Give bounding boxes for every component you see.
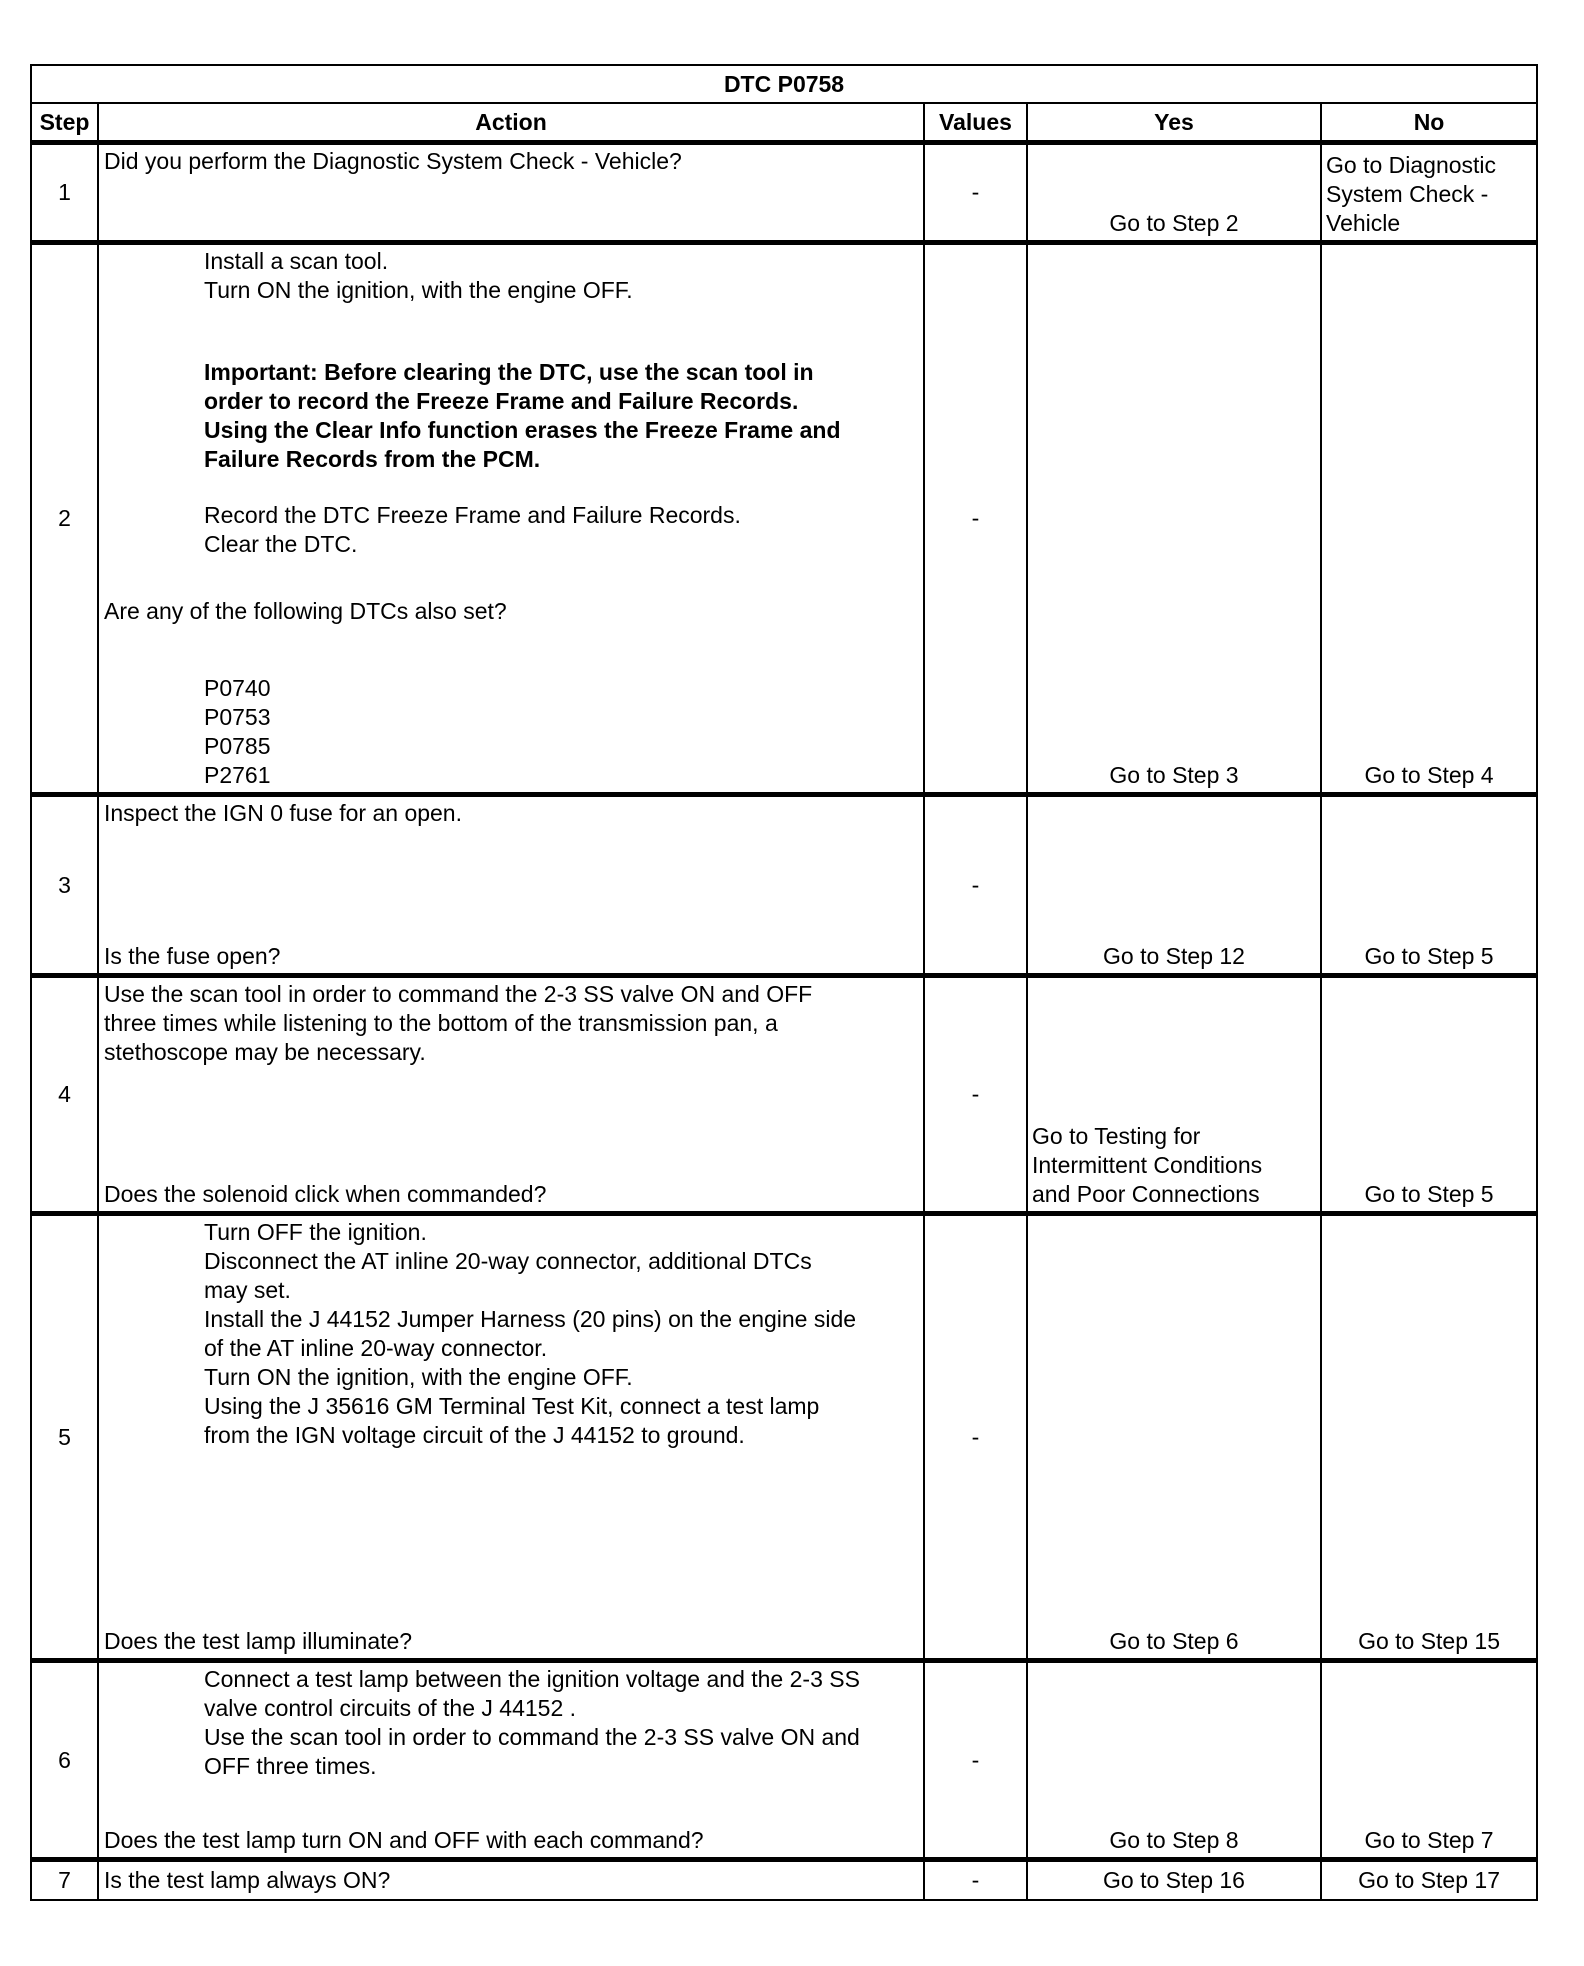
important-note: order to record the Freeze Frame and Failure Records.	[204, 388, 799, 414]
header-action: Action	[98, 103, 924, 143]
dtc-code: P2761	[204, 762, 271, 788]
no-link: Go to Step 7	[1364, 1827, 1494, 1853]
question-text: Does the test lamp illuminate?	[104, 1628, 413, 1654]
value-cell: -	[924, 1860, 1027, 1900]
no-cell	[1321, 143, 1537, 243]
value-cell: -	[924, 976, 1027, 1214]
yes-cell	[1027, 143, 1321, 243]
step-number: 1	[31, 143, 98, 243]
instruction-line: Turn OFF the ignition.	[204, 1219, 427, 1245]
instruction-line: Turn ON the ignition, with the engine OFF.	[204, 1364, 633, 1390]
instruction-line: may set.	[204, 1277, 291, 1303]
action-text: Did you perform the Diagnostic System Check - Vehicle?	[104, 148, 682, 174]
table-row	[31, 143, 1537, 243]
yes-cell	[1027, 243, 1321, 795]
step-number: 7	[31, 1860, 98, 1900]
no-cell	[1321, 1214, 1537, 1661]
no-link-line: Vehicle	[1326, 210, 1401, 236]
no-link: Go to Step 5	[1364, 1181, 1494, 1207]
action-cell	[98, 1661, 924, 1860]
action-text: stethoscope may be necessary.	[104, 1039, 426, 1065]
yes-link-line: and Poor Connections	[1032, 1181, 1260, 1207]
yes-cell	[1027, 795, 1321, 976]
step-number: 3	[31, 795, 98, 976]
instruction-line: of the AT inline 20-way connector.	[204, 1335, 548, 1361]
question-text: Are any of the following DTCs also set?	[104, 598, 507, 624]
no-cell	[1321, 243, 1537, 795]
dtc-code: P0785	[204, 733, 271, 759]
table-row	[31, 795, 1537, 976]
no-link-line: System Check -	[1326, 181, 1489, 207]
action-text: Use the scan tool in order to command the 2-3 SS valve ON and OFF	[104, 981, 813, 1007]
value-cell: -	[924, 143, 1027, 243]
instruction-line: Disconnect the AT inline 20-way connector, additional DTCs	[204, 1248, 812, 1274]
no-link: Go to Step 15	[1358, 1628, 1500, 1654]
yes-link: Go to Step 16	[1103, 1866, 1245, 1893]
header-values: Values	[924, 103, 1027, 143]
yes-cell	[1027, 1661, 1321, 1860]
diagnostic-document	[30, 64, 1536, 1901]
step-number: 2	[31, 243, 98, 795]
table-row	[31, 1661, 1537, 1860]
action-cell	[98, 976, 924, 1214]
value-cell: -	[924, 243, 1027, 795]
no-link: Go to Step 4	[1364, 762, 1494, 788]
action-cell	[98, 795, 924, 976]
dtc-code: P0753	[204, 704, 271, 730]
yes-link: Go to Step 12	[1103, 943, 1245, 969]
no-cell	[1321, 1661, 1537, 1860]
instruction-line: Connect a test lamp between the ignition voltage and the 2-3 SS	[204, 1666, 860, 1692]
yes-link-line: Intermittent Conditions	[1032, 1152, 1263, 1178]
important-note: Using the Clear Info function erases the Freeze Frame and	[204, 417, 841, 443]
question-text: Does the solenoid click when commanded?	[104, 1181, 547, 1207]
no-cell	[1321, 1860, 1537, 1900]
header-step: Step	[31, 103, 98, 143]
no-link: Go to Step 5	[1364, 943, 1494, 969]
no-link-line: Go to Diagnostic	[1326, 152, 1497, 178]
yes-cell	[1027, 1860, 1321, 1900]
step-number: 4	[31, 976, 98, 1214]
no-cell	[1321, 976, 1537, 1214]
no-link: Go to Step 17	[1358, 1866, 1500, 1893]
value-cell: -	[924, 1214, 1027, 1661]
instruction-line: Install a scan tool.	[204, 248, 389, 274]
yes-link: Go to Step 8	[1109, 1827, 1239, 1853]
action-cell	[98, 1214, 924, 1661]
header-yes: Yes	[1027, 103, 1321, 143]
step-number: 5	[31, 1214, 98, 1661]
instruction-line: Using the J 35616 GM Terminal Test Kit, connect a test lamp	[204, 1393, 820, 1419]
table-row	[31, 1214, 1537, 1661]
important-note: Important: Before clearing the DTC, use the scan tool in	[204, 359, 814, 385]
instruction-line: Install the J 44152 Jumper Harness (20 pins) on the engine side	[204, 1306, 857, 1332]
yes-link: Go to Step 2	[1109, 210, 1239, 236]
instruction-line: Turn ON the ignition, with the engine OFF.	[204, 277, 633, 303]
question-text: Is the fuse open?	[104, 943, 281, 969]
table-row	[31, 243, 1537, 795]
question-text: Is the test lamp always ON?	[104, 1866, 391, 1893]
instruction-line: OFF three times.	[204, 1753, 377, 1779]
table-title: DTC P0758	[31, 65, 1537, 103]
action-cell	[98, 143, 924, 243]
action-text: Inspect the IGN 0 fuse for an open.	[104, 800, 462, 826]
value-cell: -	[924, 1661, 1027, 1860]
instruction-line: Use the scan tool in order to command the 2-3 SS valve ON and	[204, 1724, 860, 1750]
diagnostic-table	[30, 64, 1538, 1901]
question-text: Does the test lamp turn ON and OFF with each command?	[104, 1827, 704, 1853]
instruction-line: valve control circuits of the J 44152 .	[204, 1695, 577, 1721]
dtc-code: P0740	[204, 675, 271, 701]
important-note: Failure Records from the PCM.	[204, 446, 541, 472]
yes-link-line: Go to Testing for	[1032, 1123, 1201, 1149]
instruction-line: Record the DTC Freeze Frame and Failure Records.	[204, 502, 741, 528]
value-cell: -	[924, 795, 1027, 976]
step-number: 6	[31, 1661, 98, 1860]
yes-cell	[1027, 1214, 1321, 1661]
action-text: three times while listening to the bottom of the transmission pan, a	[104, 1010, 778, 1036]
header-no: No	[1321, 103, 1537, 143]
yes-cell	[1027, 976, 1321, 1214]
table-row	[31, 976, 1537, 1214]
action-cell	[98, 243, 924, 795]
table-row	[31, 1860, 1537, 1900]
no-cell	[1321, 795, 1537, 976]
action-cell	[98, 1860, 924, 1900]
instruction-line: Clear the DTC.	[204, 531, 358, 557]
yes-link: Go to Step 3	[1109, 762, 1239, 788]
yes-link: Go to Step 6	[1109, 1628, 1239, 1654]
instruction-line: from the IGN voltage circuit of the J 44152 to ground.	[204, 1422, 745, 1448]
